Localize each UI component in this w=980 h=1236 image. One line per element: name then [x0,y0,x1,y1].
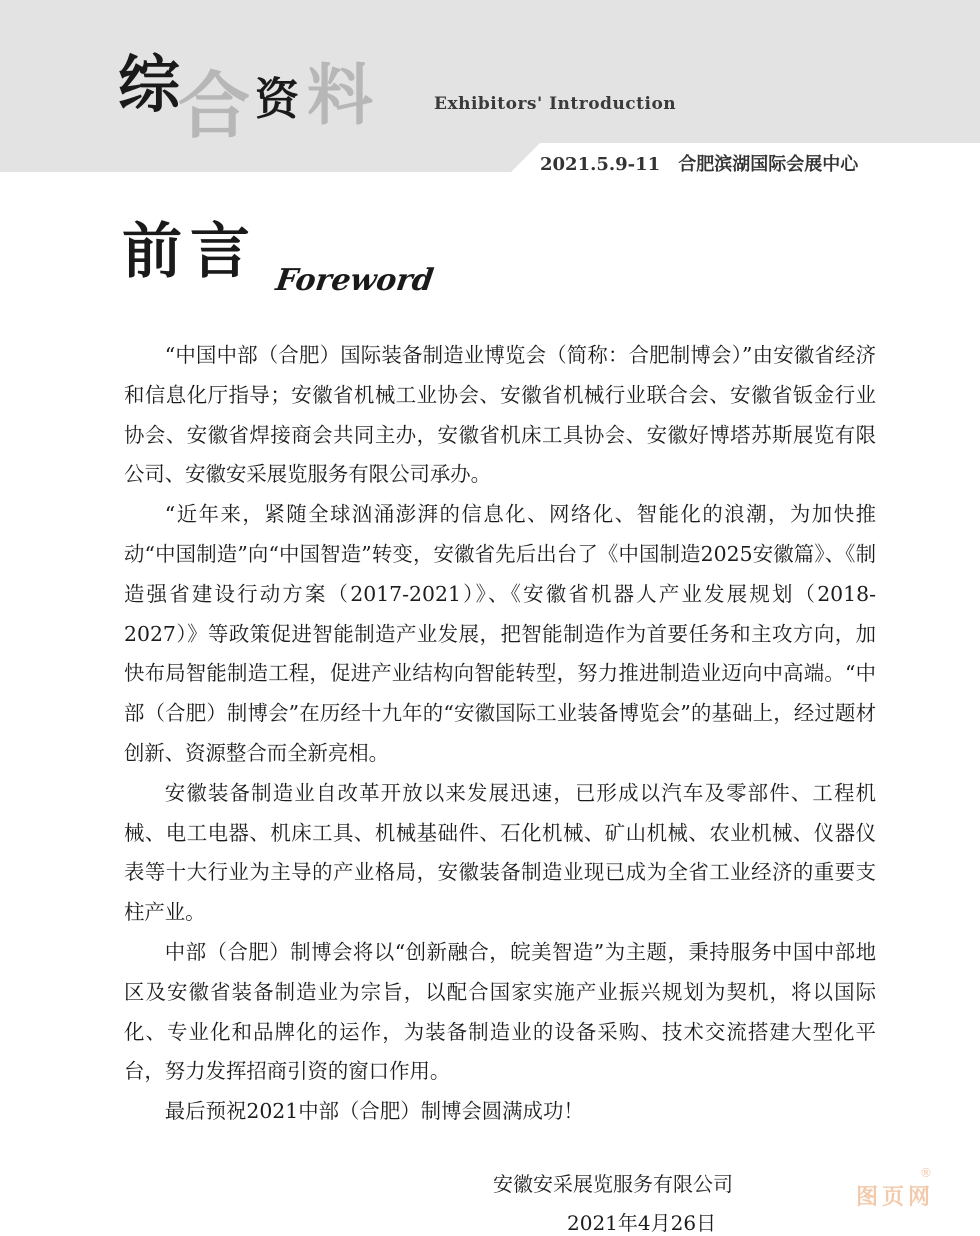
section-title-char-1: 综 [118,48,181,121]
event-venue: 合肥滨湖国际会展中心 [678,154,859,175]
paragraph-1: “中国中部（合肥）国际装备制造业博览会（简称：合肥制博会）”由安徽省经济和信息化厅指导；安徽省机械工业协会、安徽省机械行业联合会、安徽省钣金行业协会、安徽省焊接商会共同主办，安徽省机床工具协会、安徽好博塔苏斯展览有限公司、安徽安采展览服务有限公司承办。 [124,343,876,487]
foreword-body [124,336,876,1132]
paragraph-3: 安徽装备制造业自改革开放以来发展迅速，已形成以汽车及零部件、工程机械、电工电器、机床工具、机械基础件、石化机械、矿山机械、农业机械、仪器仪表等十大行业为主导的产业格局，安徽装备制造业现已成为全省工业经济的重要支柱产业。 [124,780,876,925]
watermark-registered-mark: ® [920,1166,932,1180]
section-title-char-3: 资 [255,74,299,125]
header-bottom-strip [0,172,520,182]
signature-organization: 安徽安采展览服务有限公司 [493,1172,733,1196]
foreword-title-en: Foreword [273,263,436,298]
paragraph-5: 最后预祝2021中部（合肥）制博会圆满成功！ [164,1099,584,1124]
event-date: 2021.5.9-11 [540,154,661,175]
watermark-logo: 图页网 [856,1185,935,1210]
foreword-title-cn: 前言 [122,217,258,287]
event-info [540,150,858,176]
paragraph-4: 中部（合肥）制博会将以“创新融合，皖美智造”为主题，秉持服务中国中部地区及安徽省装备制造业为宗旨，以配合国家实施产业振兴规划为契机，将以国际化、专业化和品牌化的运作，为装备制造业的设备采购、技术交流搭建大型化平台，努力发挥招商引资的窗口作用。 [124,939,876,1084]
section-title-char-4: 料 [307,56,373,134]
section-subtitle-en: Exhibitors' Introduction [434,94,677,114]
signature-date: 2021年4月26日 [567,1211,717,1235]
paragraph-2: “近年来，紧随全球汹涌澎湃的信息化、网络化、智能化的浪潮，为加快推动“中国制造”向“中国智造”转变，安徽省先后出台了《中国制造2025安徽篇》、《制造强省建设行动方案（2017-2021）》、《安徽省机器人产业发展规划（2018-2027）》等政策促进智能制造产业发展，把智能制造作为首要任务和主攻方向，加快布局智能制造工程，促进产业结构向智能转型，努力推进制造业迈向中高端。“中部（合肥）制博会”在历经十九年的“安徽国际工业装备博览会”的基础上，经过题材创新、资源整合而全新亮相。 [124,502,876,765]
section-title-char-2: 合 [178,63,251,148]
